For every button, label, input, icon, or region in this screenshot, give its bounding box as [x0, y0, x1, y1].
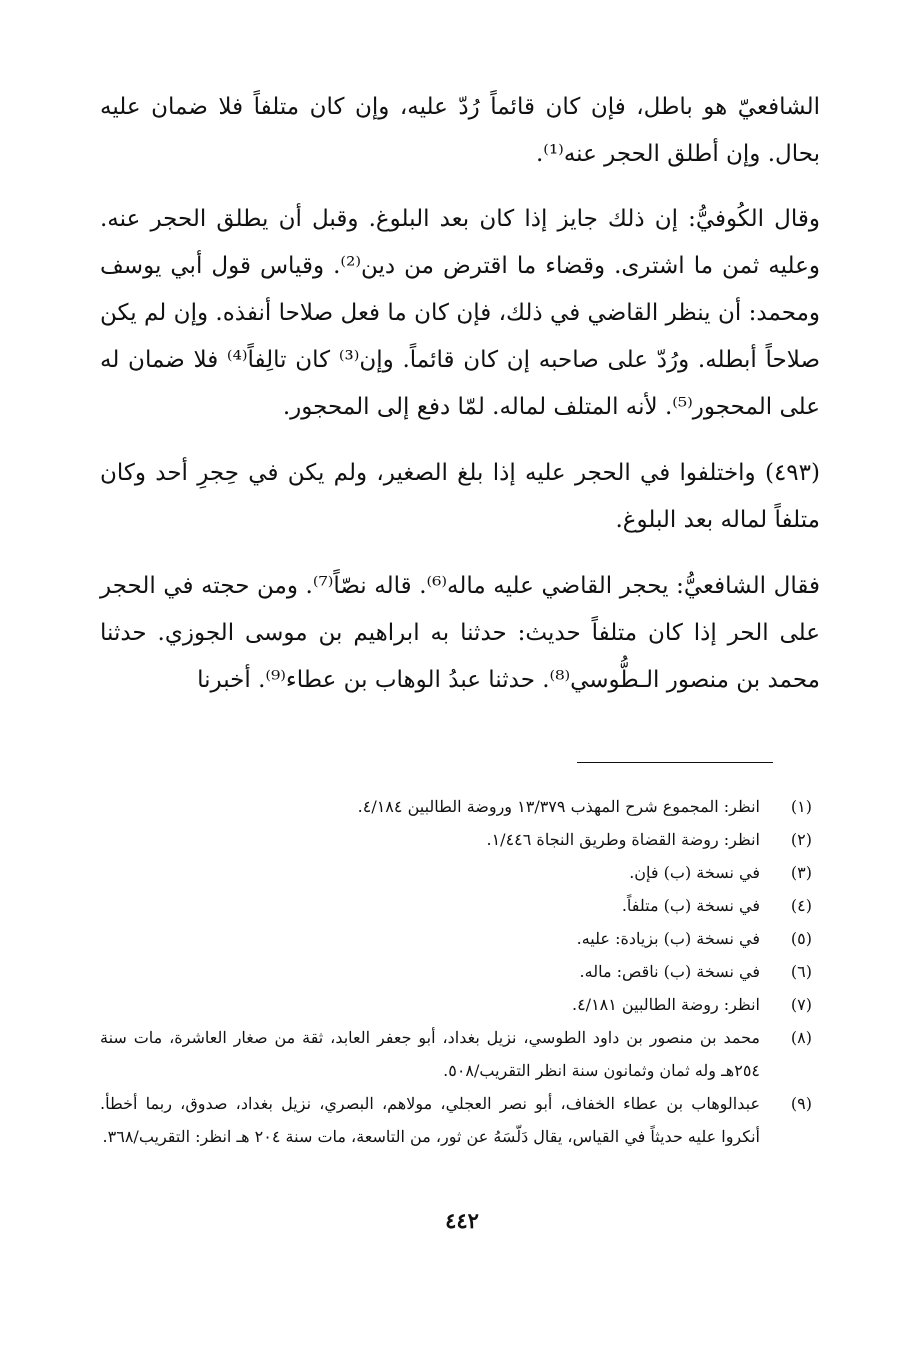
- paragraph-4: فقال الشافعيُّ: يحجر القاضي عليه ماله⁽⁶⁾. قاله نصّاً⁽⁷⁾. ومن حجته في الحجر على الحر إذا كان متلفاً حديث: حدثنا به ابراهيم بن موسى الجوزي. حدثنا محمد بن منصور الـطُّوسي⁽⁸⁾. حدثنا عبدُ الوهاب بن عطاء⁽⁹⁾. أخبرنا: [100, 573, 820, 693]
- footnote-number: (٨): [790, 1028, 812, 1047]
- footnote-text: عبدالوهاب بن عطاء الخفاف، أبو نصر العجلي، مولاهم، البصري، نزيل بغداد، صدوق، ربما أخطأ. أنكروا عليه حديثاً في القياس، يقال دَلّسَهُ عن ثور، من التاسعة، مات سنة ٢٠٤ هـ انظر: التقريب/٣٦٨.: [100, 1094, 760, 1146]
- page-number: ٤٤٢: [445, 1208, 479, 1233]
- footnote-text: في نسخة (ب) متلفاً.: [621, 896, 760, 915]
- footnote-number: (٤): [790, 896, 812, 915]
- footnote-6: [100, 955, 812, 988]
- footnote-number: (٧): [790, 995, 812, 1014]
- footnote-text: في نسخة (ب) فإن.: [629, 863, 760, 882]
- footnote-text: انظر: المجموع شرح المهذب ١٣/٣٧٩ وروضة الطالبين ٤/١٨٤.: [357, 797, 760, 816]
- footnote-text: في نسخة (ب) بزيادة: عليه.: [576, 929, 760, 948]
- main-text: [100, 84, 820, 723]
- footnote-1: [100, 790, 812, 823]
- footnote-text: محمد بن منصور بن داود الطوسي، نزيل بغداد، أبو جعفر العابد، ثقة من صغار العاشرة، مات سنة ٢٥٤هـ وله ثمان وثمانون سنة انظر التقريب/٥٠٨.: [100, 1028, 760, 1080]
- footnote-number: (١): [790, 797, 812, 816]
- footnote-number: (٥): [790, 929, 812, 948]
- paragraph-3: (٤٩٣) واختلفوا في الحجر عليه إذا بلغ الصغير، ولم يكن في حِجرِ أحد وكان متلفاً لماله بعد البلوغ.: [100, 460, 820, 533]
- footnote-9: [100, 1087, 812, 1153]
- footnote-3: [100, 856, 812, 889]
- footnote-number: (٦): [790, 962, 812, 981]
- footnotes: [100, 790, 812, 1153]
- footnote-text: في نسخة (ب) ناقص: ماله.: [579, 962, 760, 981]
- footnote-5: [100, 922, 812, 955]
- footnote-7: [100, 988, 812, 1021]
- footnote-number: (٢): [790, 830, 812, 849]
- footnote-2: [100, 823, 812, 856]
- footnote-divider: [577, 762, 773, 763]
- paragraph-1: الشافعيّ هو باطل، فإن كان قائماً رُدّ عليه، وإن كان متلفاً فلا ضمان عليه بحال. وإن أطلق الحجر عنه⁽¹⁾.: [100, 94, 820, 167]
- footnote-number: (٣): [790, 863, 812, 882]
- footnote-8: [100, 1021, 812, 1087]
- paragraph-2: وقال الكُوفيُّ: إن ذلك جايز إذا كان بعد البلوغ. وقبل أن يطلق الحجر عنه. وعليه ثمن ما اشترى. وقضاء ما اقترض من دين⁽²⁾. وقياس قول أبي يوسف ومحمد: أن ينظر القاضي في ذلك، فإن كان ما فعل صلاحا أنفذه. وإن لم يكن صلاحاً أبطله. ورُدّ على صاحبه إن كان قائماً. وإن⁽³⁾ كان تالِفاً⁽⁴⁾ فلا ضمان له على المحجور⁽⁵⁾. لأنه المتلف لماله. لمّا دفع إلى المحجور.: [100, 206, 821, 420]
- footnote-text: انظر: روضة الطالبين ٤/١٨١.: [571, 995, 760, 1014]
- footnote-4: [100, 889, 812, 922]
- footnote-number: (٩): [790, 1094, 812, 1113]
- footnote-text: انظر: روضة القضاة وطريق النجاة ١/٤٤٦.: [486, 830, 760, 849]
